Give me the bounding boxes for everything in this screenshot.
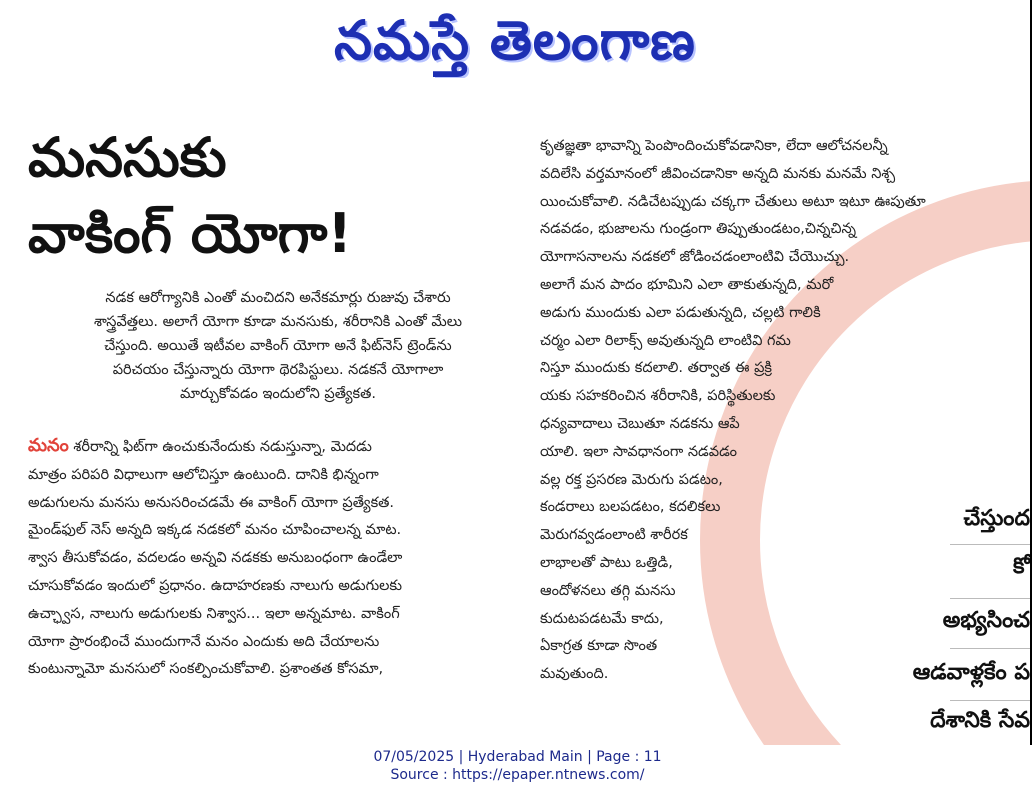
body-line: యోగా ప్రారంభించే ముందుగానే మనం ఎందుకు అది చేయాలను (28, 633, 380, 650)
headline-line-1: మనసుకు (28, 126, 227, 189)
teaser-text: కో (1013, 554, 1030, 579)
body-line: చూసుకోవడం ఇందులో ప్రధానం. ఉదాహరణకు నాలుగు అడుగులకు (28, 577, 402, 594)
teaser-text: దేశానికి సేవ (930, 708, 1030, 733)
body-line: అడుగులను మనసు అనుసరించడమే ఈ వాకింగ్ యోగా ప్రత్యేకత. (28, 494, 395, 511)
dropcap: మనం (28, 435, 69, 456)
teaser-rule (950, 648, 1030, 649)
body-line: వల్ల రక్త ప్రసరణ మెరుగు పడటం, (540, 471, 723, 488)
body-line: వదిలేసి వర్తమానంలో జీవించడానికా అన్నది మనకు మనమే నిశ్చ (540, 165, 896, 182)
adjacent-article-teaser (835, 496, 1030, 746)
body-line: యోగాసనాలను నడకలో జోడించడంలాంటివి చేయొచ్చు. (540, 249, 850, 266)
article-intro (48, 286, 508, 406)
body-line: మాత్రం పరిపరి విధాలుగా ఆలోచిస్తూ ఉంటుంది. దానికి భిన్నంగా (28, 466, 379, 483)
body-line: ఉచ్ఛ్వాస, నాలుగు అడుగులకు నిశ్వాస... ఇలా అన్నమాట. వాకింగ్ (28, 605, 400, 622)
page-footer (0, 745, 1035, 803)
headline-line-2: వాకింగ్ యోగా! (28, 202, 352, 265)
intro-line: శాస్త్రవేత్తలు. అలాగే యోగా కూడా మనసుకు, శరీరానికి ఎంతో మేలు (93, 314, 463, 330)
teaser-text: ఆడవాళ్లకేం ప (912, 660, 1030, 685)
intro-line: పరిచయం చేస్తున్నారు యోగా థెరపిస్టులు. నడకనే యోగాలా (112, 362, 444, 378)
teaser-rule (950, 544, 1030, 545)
page-edge-divider (1030, 0, 1032, 745)
body-line: అలాగే మన పాదం భూమిని ఎలా తాకుతున్నది, మరో (540, 276, 834, 293)
intro-line: నడక ఆరోగ్యానికి ఎంతో మంచిదని అనేకమార్లు రుజువు చేశారు (105, 290, 451, 306)
body-line-text: శరీరాన్ని ఫిట్‌గా ఉంచుకునేందుకు నడుస్తున్నా, మెదడు (68, 439, 372, 455)
body-line: కుంటున్నామో మనసులో సంకల్పించుకోవాలి. ప్రశాంతత కోసమా, (28, 661, 384, 678)
body-line: నడవడం, భుజాలను గుండ్రంగా తిప్పుతుండటం,చిన్నచిన్న (540, 221, 857, 238)
masthead (0, 0, 1035, 82)
body-line: అడుగు ముందుకు ఎలా పడుతున్నది, చల్లటి గాలికి (540, 304, 821, 321)
body-line: యకు సహకరించిన శరీరానికి, పరిస్థితులకు (540, 388, 776, 405)
body-line: ధన్యవాదాలు చెబుతూ నడకను ఆపే (540, 415, 740, 432)
intro-line: మార్చుకోవడం ఇందులోని ప్రత్యేకత. (179, 386, 377, 402)
newspaper-logo: నమస్తే తెలంగాణ (334, 9, 696, 72)
body-line: శ్వాస తీసుకోవడం, వదలడం అన్నవి నడకకు అనుబంధంగా ఉండేలా (28, 550, 403, 567)
teaser-rule (950, 700, 1030, 701)
body-line: మైండ్‌ఫుల్ నెస్ అన్నది ఇక్కడ నడకలో మనం చూపించాలన్న మాట. (28, 522, 402, 539)
teaser-rule (950, 598, 1030, 599)
intro-line: చేస్తుంది. అయితే ఇటీవల వాకింగ్ యోగా అనే ఫిట్‌నెస్ ట్రెండ్‌ను (104, 338, 452, 354)
body-line: చర్మం ఎలా రిలాక్స్ అవుతున్నది లాంటివి గమ (540, 332, 791, 349)
body-line: యించుకోవాలి. నడిచేటప్పుడు చక్కగా చేతులు అటూ ఇటూ ఊపుతూ (540, 193, 926, 210)
body-line: యాలి. ఇలా సావధానంగా నడవడం (540, 443, 737, 460)
body-line (28, 432, 513, 462)
body-line: ఏకాగ్రత కూడా సొంత (540, 638, 658, 655)
teaser-text: చేస్తుంద (963, 506, 1030, 531)
body-line: కండరాలు బలపడటం, కదలికలు (540, 499, 721, 516)
body-line: లాభాలతో పాటు ఒత్తిడి, (540, 554, 673, 571)
body-line: కుదుటపడటమే కాదు, (540, 610, 664, 627)
footer-source-link[interactable]: Source : https://epaper.ntnews.com/ (390, 767, 645, 783)
body-line: మెరుగవ్వడంలాంటి శారీరక (540, 527, 688, 544)
teaser-text: అభ్యసించ (942, 608, 1030, 633)
body-line: ఆందోళనలు తగ్గి మనసు (540, 582, 676, 599)
body-line: కృతజ్ఞతా భావాన్ని పెంపొందించుకోవడానికా, లేదా ఆలోచనలన్నీ (540, 138, 888, 154)
body-line: నిస్తూ ముందుకు కదలాలి. తర్వాత ఈ ప్రక్రి (540, 360, 772, 377)
body-line: మవుతుంది. (540, 666, 609, 683)
article-headline (28, 120, 498, 272)
article-body-column-1 (28, 432, 513, 684)
footer-edition-info: 07/05/2025 | Hyderabad Main | Page : 11 (373, 749, 662, 765)
